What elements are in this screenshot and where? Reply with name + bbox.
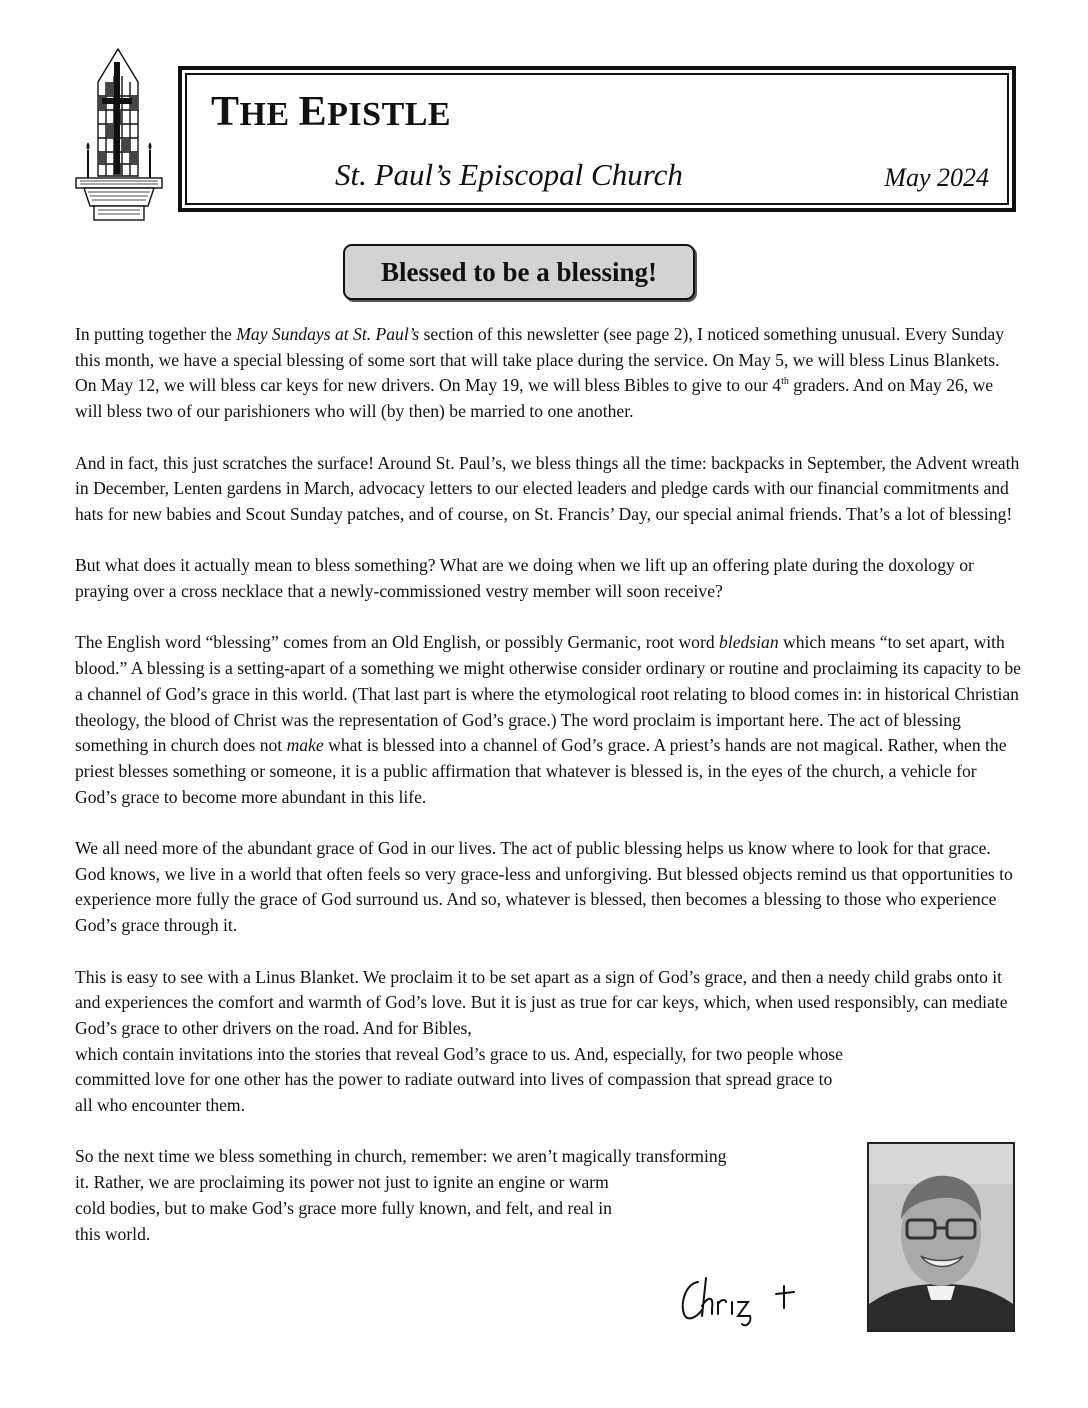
title-initial-e: E: [298, 89, 328, 135]
paragraph-6: [75, 965, 1023, 1042]
church-name: St. Paul’s Episcopal Church: [335, 157, 683, 192]
paragraph-2: And in fact, this just scratches the surface! Around St. Paul’s, we bless things all the time: backpacks in September, the Advent wreath in December, Lenten gardens in March, advocacy letters to our elected leaders and pledge cards with our financial commitments and hats for new babies and Scout Sunday patches, and of course, on St. Francis’ Day, our special animal friends. That’s a lot of blessing!: [75, 452, 1020, 524]
text-run: This is easy to see with a Linus Blanket. We proclaim it to be set apart as a sign of God’s grace, and then a needy child grabs onto it and experiences the comfort and warmth of God’s love. But it is just as true for car keys, which, when used responsibly, can mediate God’s grace to other drivers on the road. And for Bibles,: [75, 966, 1008, 1038]
text-run: section of this newsletter (see page 2), I noticed something unusual. Every Sunday this month, we have a special blessing of some sort that will take place during the service. On May 5, we will bless Linus Blankets. On May 12, we will bless car keys for new drivers. On May 19, we will bless Bibles to give to our 4: [75, 324, 1005, 396]
text-run: graders. And on May 26, we will bless two of our parishioners who will (by then) be married to one another.: [75, 375, 994, 422]
title-word-the: HE: [239, 96, 299, 133]
headline-box: [343, 244, 695, 300]
church-cross-logo-icon: [70, 46, 166, 232]
text-run: what is blessed into a channel of God’s grace. A priest’s hands are not magical. Rather, when the priest blesses something or someone, it is a public affirmation that whatever is blessed is, in the eyes of the church, a vehicle for God’s grace to become more abundant in this life.: [75, 735, 1007, 807]
italic-section-name: May Sundays at St. Paul’s: [236, 324, 420, 344]
masthead-inner-border: [185, 73, 1009, 205]
text-run: In putting together the: [75, 324, 237, 344]
newsletter-title: [211, 91, 451, 133]
italic-word: make: [286, 735, 324, 756]
superscript: th: [781, 376, 789, 388]
article-body: [75, 322, 1023, 1273]
italic-word: bledsian: [719, 632, 779, 653]
masthead: [178, 66, 1016, 212]
paragraph-7-continued: it. Rather, we are proclaiming its power not just to ignite an engine or warm cold bodies, but to make God’s grace more fully known, and felt, and real in this world.: [75, 1172, 612, 1244]
paragraph-1: [75, 322, 1023, 425]
text-run: The English word “blessing” comes from an Old English, or possibly Germanic, root word: [75, 632, 720, 653]
priest-portrait-photo: [867, 1142, 1015, 1332]
handwritten-signature: [676, 1272, 816, 1332]
title-initial-t: T: [211, 89, 240, 135]
title-word-epistle: PISTLE: [327, 96, 452, 133]
text-run: which means “to set apart, with blood.” A blessing is a setting-apart of a something we might otherwise consider ordinary or routine and proclaiming its capacity to be a channel of God’s grace in this world. (That last part is where the etymological root relating to blood comes in: in historical Christian theology, the blood of Christ was the representation of God’s grace.) The word proclaim is important here. The act of blessing something in church does not: [75, 632, 1021, 756]
paragraph-6-continued: which contain invitations into the stories that reveal God’s grace to us. And, especially, for two people whose committed love for one other has the power to radiate outward into lives of compassion that spread grace to all who encounter them.: [75, 1043, 843, 1116]
paragraph-5: We all need more of the abundant grace of God in our lives. The act of public blessing helps us know where to look for that grace. God knows, we live in a world that often feels so very grace-less and unforgiving. But blessed objects remind us that opportunities to experience more fully the grace of God surround us. And so, whatever is blessed, then becomes a blessing to those who experience God’s grace through it.: [75, 838, 1013, 936]
paragraph-4: [75, 630, 1023, 810]
text-run: So the next time we bless something in church, remember: we aren’t magically transforming: [75, 1146, 727, 1167]
issue-date: May 2024: [884, 163, 989, 192]
article-headline: Blessed to be a blessing!: [380, 256, 658, 287]
paragraph-7: [75, 1144, 853, 1170]
paragraph-3: But what does it actually mean to bless something? What are we doing when we lift up an offering plate during the doxology or praying over a cross necklace that a newly-commissioned vestry member will soon receive?: [75, 555, 974, 601]
